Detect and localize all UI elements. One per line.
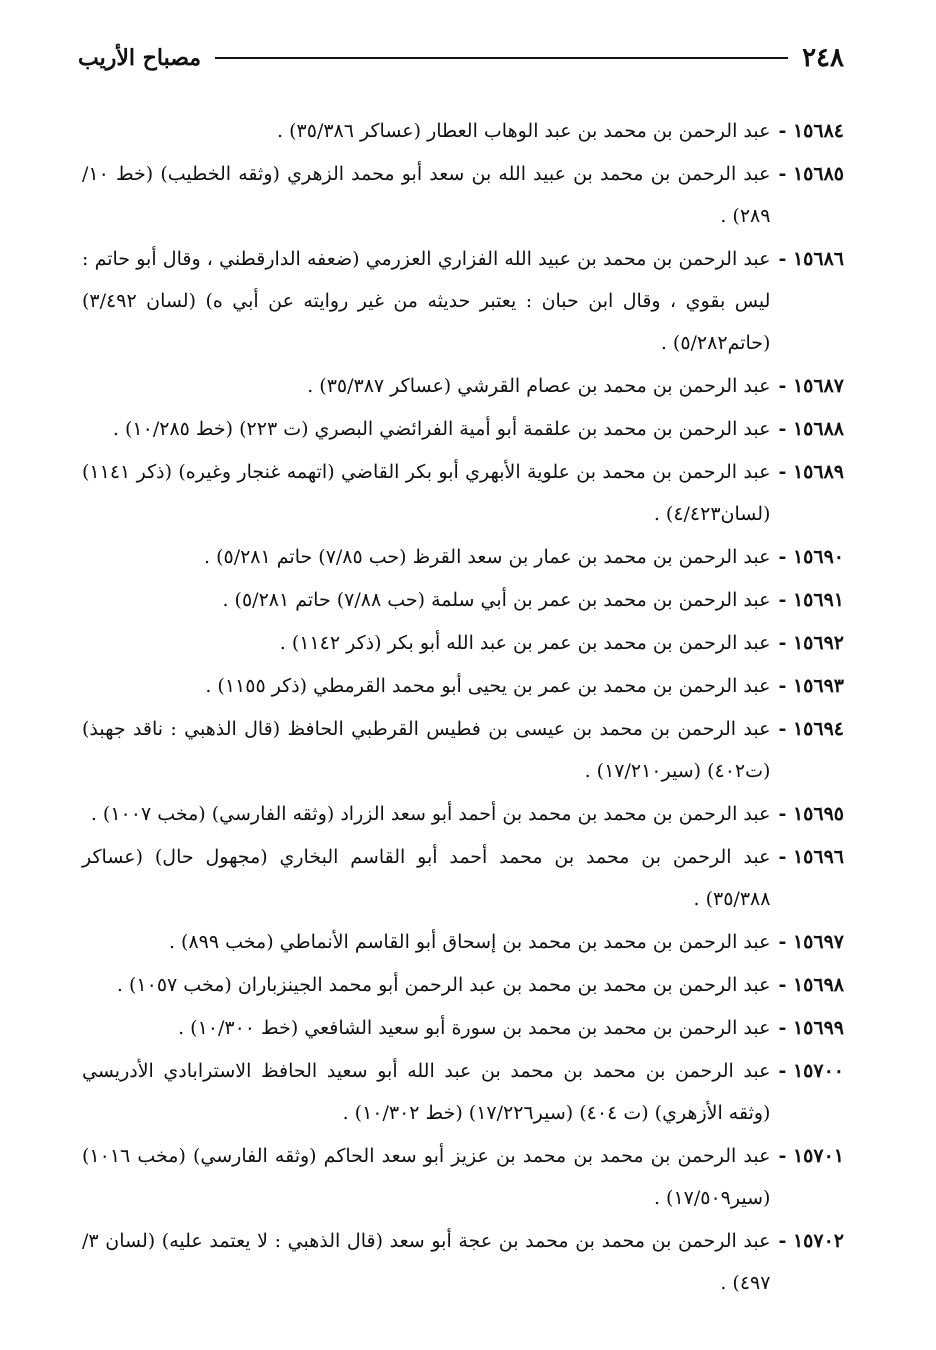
- entry-text: عبد الرحمن بن محمد بن عمر بن عبد الله أبو بكر (ذكر ١١٤٢) .: [279, 632, 771, 654]
- entry: [82, 964, 844, 1006]
- running-title: مصباح الأريب: [78, 45, 202, 71]
- entry-number: ١٥٦٨٥ -: [778, 163, 844, 185]
- entry-text: عبد الرحمن بن محمد بن محمد بن عزيز أبو سعد الحاكم (وثقه الفارسي) (مخب ١٠١٦) (سير١٧/٥٠٩) .: [82, 1145, 771, 1209]
- entry-number: ١٥٦٨٧ -: [778, 375, 844, 397]
- entry-number: ١٥٦٨٦ -: [778, 248, 844, 270]
- entry-number: ١٥٦٩٨ -: [778, 974, 844, 996]
- entry: [82, 451, 844, 535]
- entry-number: ١٥٦٨٨ -: [778, 418, 844, 440]
- entry: [82, 1220, 844, 1304]
- header-rule: [215, 57, 788, 59]
- entry-text: عبد الرحمن بن محمد بن محمد بن إسحاق أبو القاسم الأنماطي (مخب ٨٩٩) .: [168, 931, 771, 953]
- entry-number: ١٥٦٩٦ -: [778, 846, 844, 868]
- entry: [82, 1135, 844, 1219]
- entry-number: ١٥٦٩٣ -: [778, 675, 844, 697]
- entry-text: عبد الرحمن بن محمد بن علقمة أبو أمية الفرائضي البصري (ت ٢٢٣) (خط ١٠/٢٨٥) .: [112, 418, 771, 440]
- entry-number: ١٥٦٩٢ -: [778, 632, 844, 654]
- entry-text: عبد الرحمن بن محمد بن عصام القرشي (عساكر ٣٥/٣٨٧) .: [307, 375, 771, 397]
- entry: [82, 1050, 844, 1134]
- entry-number: ١٥٦٩٧ -: [778, 931, 844, 953]
- entries-list: [82, 110, 844, 1305]
- entry-text: عبد الرحمن بن محمد بن عمار بن سعد القرظ (حب ٧/٨٥) حاتم ٥/٢٨١) .: [203, 546, 771, 568]
- entry-number: ١٥٧٠٢ -: [778, 1230, 844, 1252]
- entry: [82, 921, 844, 963]
- entry: [82, 536, 844, 578]
- entry-number: ١٥٦٨٩ -: [778, 461, 844, 483]
- entry: [82, 622, 844, 664]
- entry: [82, 579, 844, 621]
- entry: [82, 836, 844, 920]
- page-number: ٢٤٨: [802, 43, 844, 73]
- entry-text: عبد الرحمن بن محمد بن محمد أحمد أبو القاسم البخاري (مجهول حال) (عساكر ٣٥/٣٨٨) .: [82, 846, 771, 910]
- entry: [82, 1007, 844, 1049]
- entry-text: عبد الرحمن بن محمد بن محمد بن عجة أبو سعد (قال الذهبي : لا يعتمد عليه) (لسان ٣/ ٤٩٧) .: [82, 1230, 771, 1294]
- entry-text: عبد الرحمن بن محمد بن محمد بن عبد الرحمن أبو محمد الجينزباران (مخب ١٠٥٧) .: [116, 974, 771, 996]
- entry-number: ١٥٦٨٤ -: [778, 120, 844, 142]
- entry-text: عبد الرحمن بن محمد بن عمر بن أبي سلمة (حب ٧/٨٨) حاتم ٥/٢٨١) .: [222, 589, 771, 611]
- entry-number: ١٥٦٩٩ -: [778, 1017, 844, 1039]
- entry-text: عبد الرحمن بن محمد بن محمد بن سورة أبو سعيد الشافعي (خط ١٠/٣٠٠) .: [178, 1017, 771, 1039]
- entry-text: عبد الرحمن بن محمد بن علوية الأبهري أبو بكر القاضي (اتهمه غنجار وغيره) (ذكر ١١٤١) (لسان٤/٤٢٣) .: [82, 461, 771, 525]
- entry-number: ١٥٧٠١ -: [778, 1145, 844, 1167]
- entry: [82, 365, 844, 407]
- entry-number: ١٥٦٩٠ -: [778, 546, 844, 568]
- entry-number: ١٥٦٩٥ -: [778, 803, 844, 825]
- entry: [82, 153, 844, 237]
- entry: [82, 110, 844, 152]
- entry-text: عبد الرحمن بن محمد بن عيسى بن فطيس القرطبي الحافظ (قال الذهبي : ناقد جهبذ) (ت٤٠٢) (سير١٧/٢١٠) .: [82, 718, 771, 782]
- entry-number: ١٥٧٠٠ -: [778, 1060, 844, 1082]
- entry-number: ١٥٦٩١ -: [778, 589, 844, 611]
- entry: [82, 793, 844, 835]
- entry: [82, 665, 844, 707]
- entry-text: عبد الرحمن بن محمد بن عبد الوهاب العطار (عساكر ٣٥/٣٨٦) .: [277, 120, 771, 142]
- entry: [82, 708, 844, 792]
- entry-text: عبد الرحمن بن محمد بن محمد بن عبد الله أبو سعيد الحافظ الاسترابادي الأدريسي (وثقه الأزهري) (ت ٤٠٤) (سير١٧/٢٢٦) (خط ١٠/٣٠٢) .: [82, 1060, 771, 1124]
- entry: [82, 408, 844, 450]
- entry-text: عبد الرحمن بن محمد بن عمر بن يحيى أبو محمد القرمطي (ذكر ١١٥٥) .: [205, 675, 771, 697]
- entry-text: عبد الرحمن بن محمد بن عبيد الله بن سعد أبو محمد الزهري (وثقه الخطيب) (خط ١٠/ ٢٨٩) .: [82, 163, 771, 227]
- page-header: [78, 38, 844, 78]
- entry-number: ١٥٦٩٤ -: [778, 718, 844, 740]
- entry-text: عبد الرحمن بن محمد بن عبيد الله الفزاري العزرمي (ضعفه الدارقطني ، وقال أبو حاتم : ليس بقوي ، وقال ابن حبان : يعتبر حديثه من غير روايته عن أبي ه) (لسان ٣/٤٩٢) (حاتم٥/٢٨٢) .: [82, 248, 771, 354]
- entry: [82, 238, 844, 364]
- entry-text: عبد الرحمن بن محمد بن محمد بن أحمد أبو سعد الزراد (وثقه الفارسي) (مخب ١٠٠٧) .: [90, 803, 771, 825]
